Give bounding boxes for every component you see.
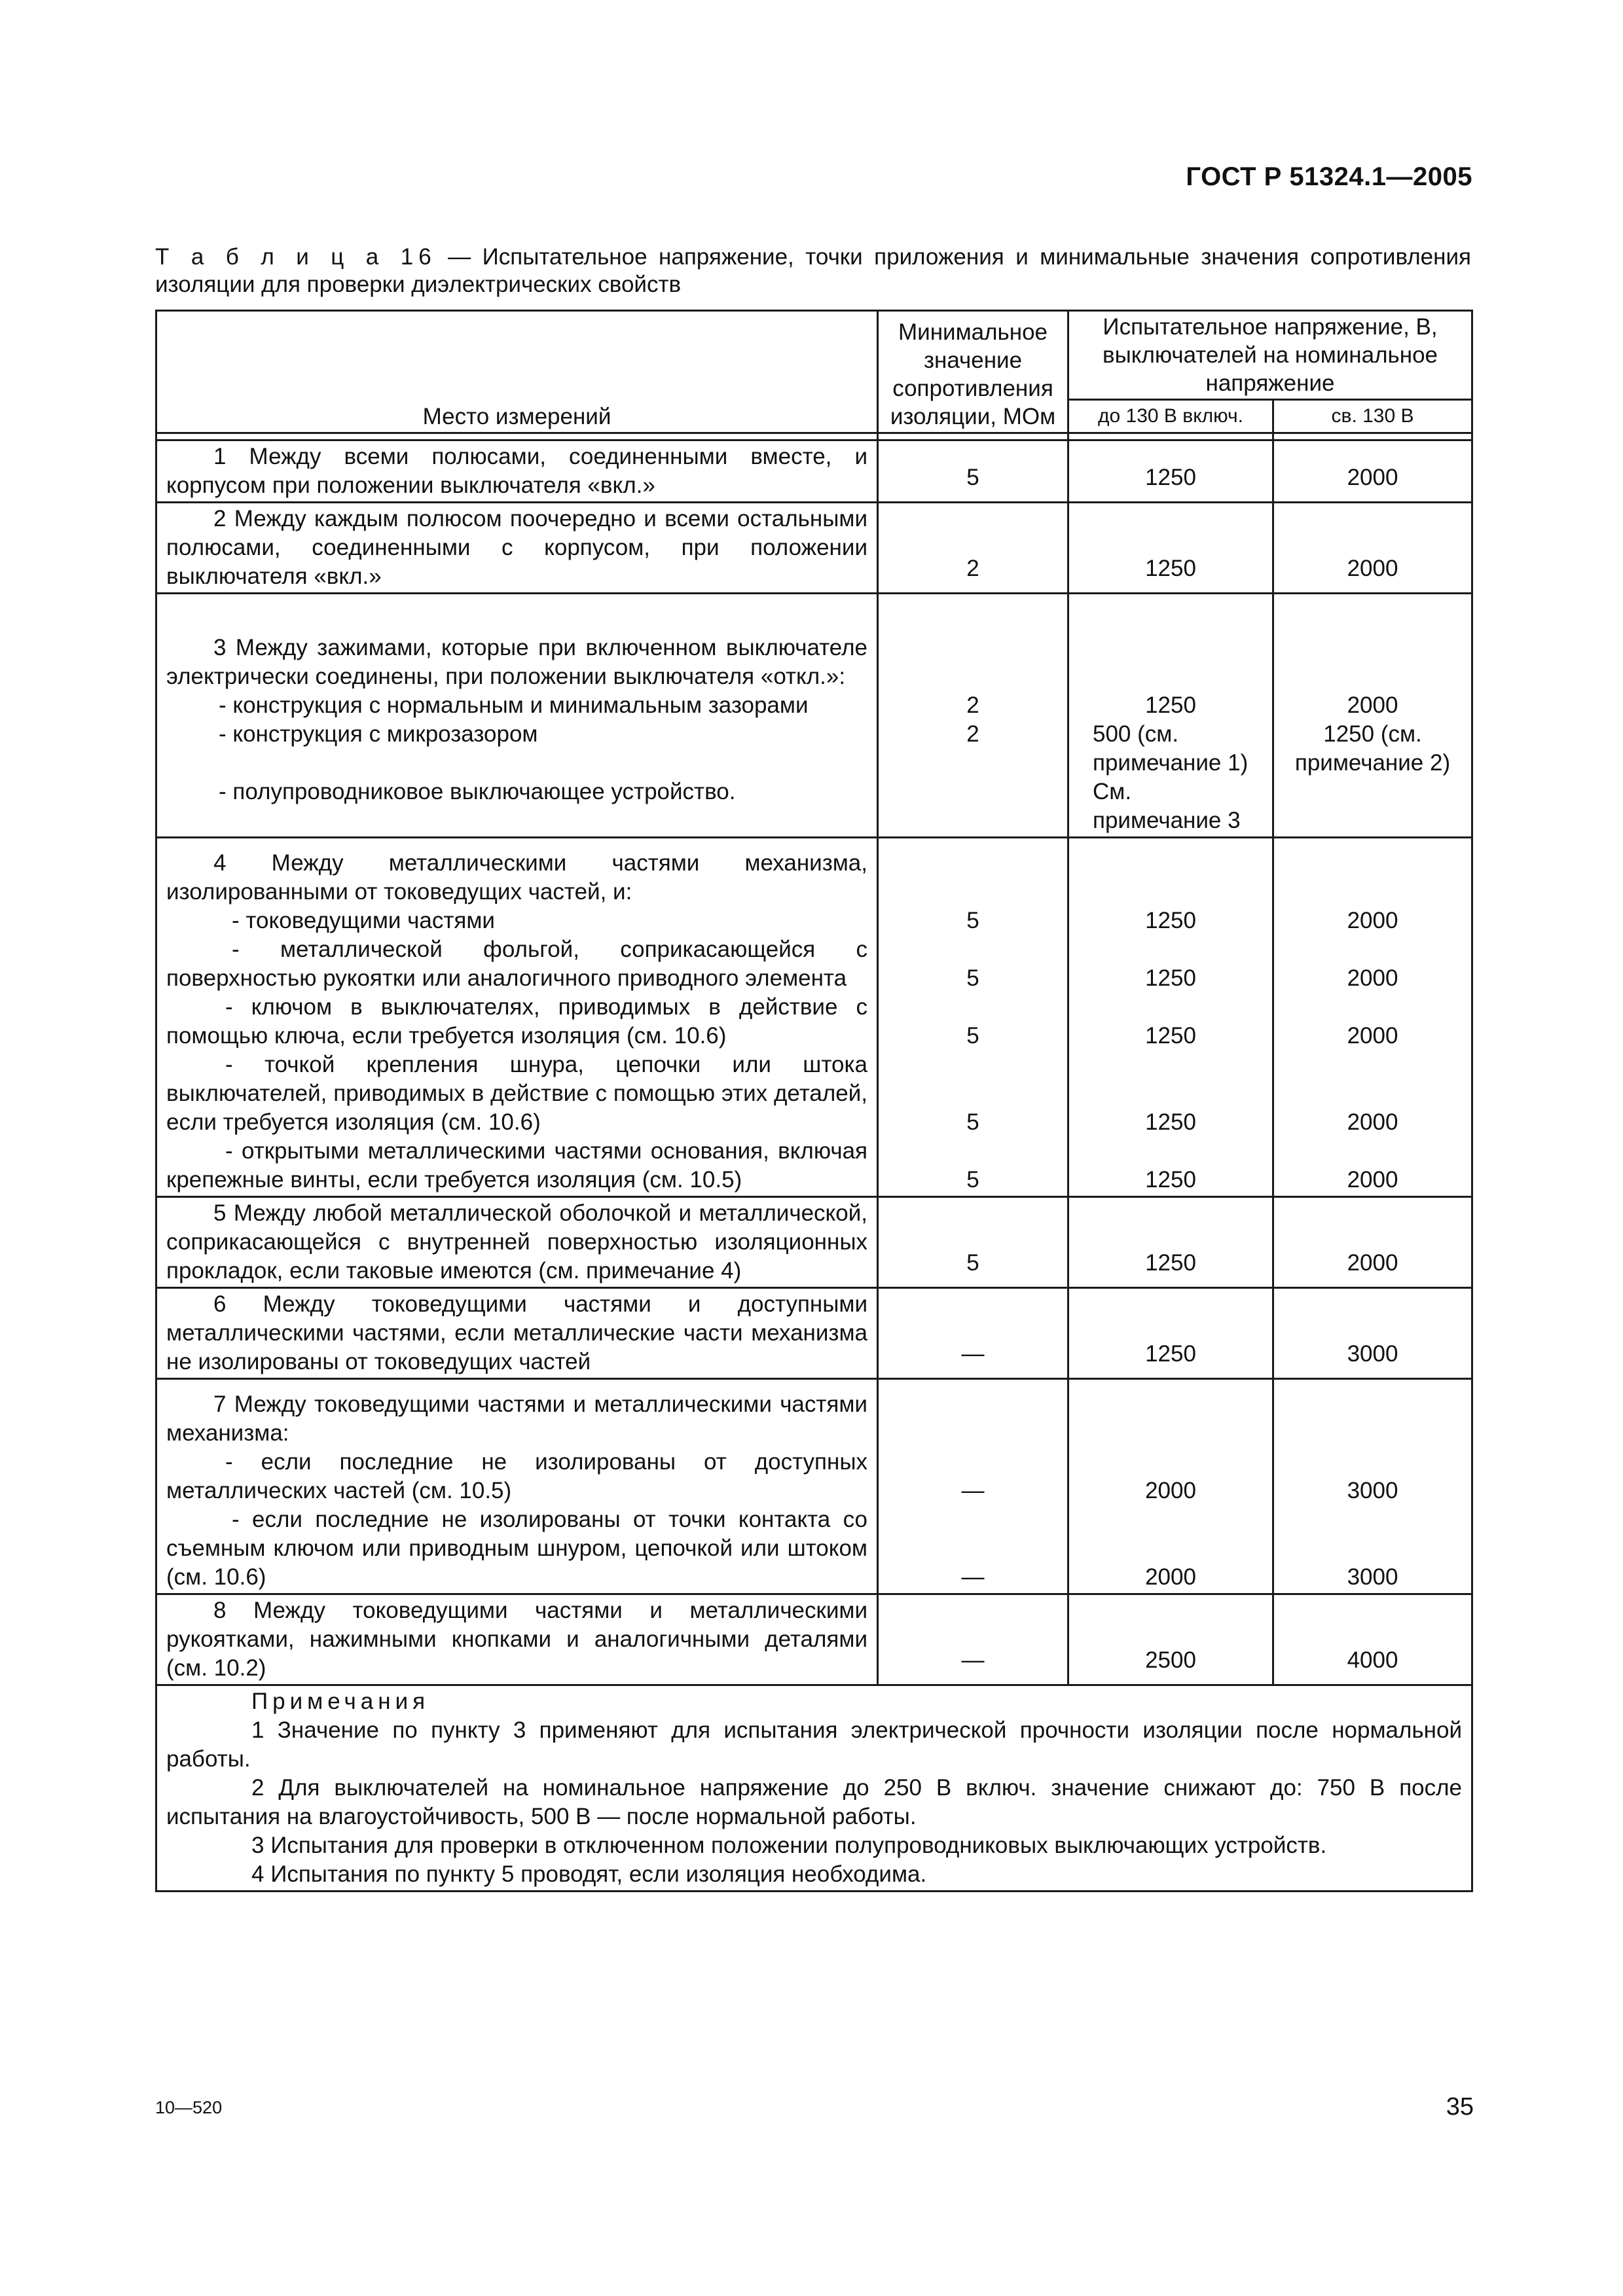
table-caption-label: Т а б л и ц а 16 — [155, 244, 437, 270]
row-5-v1: 1250 — [1068, 1197, 1273, 1288]
row-2-v2: 2000 — [1273, 503, 1472, 594]
row-4-place: 4 Между металлическими частями механизма, изолированными от токоведущих частей, и: - токоведущими частями - металлической фольгой, соприкасающейся с поверхностью рукоятки или аналогичного приводного элемента - ключом в выключателях, приводимых в действие с помощью ключа, если требуется изоляция (см. 10.6) - точкой крепления шнура, цепочки или штока выключателей, приводимых в действие с помощью этих деталей, если требуется изоляция (см. 10.6) - открытыми металлическими частями основания, включая крепежные винты, если требуется изоляция (см. 10.5) — [156, 838, 878, 1197]
note-item: 1 Значение по пункту 3 применяют для испытания электрической прочности изоляции после нормальной работы. — [166, 1717, 1463, 1772]
table-row — [156, 1379, 1472, 1594]
header-separator — [156, 433, 1472, 440]
insulation-test-table — [155, 310, 1473, 1892]
row-6-v1: 1250 — [1068, 1288, 1273, 1379]
row-3-min: 2 2 — [878, 594, 1068, 838]
table-row — [156, 838, 1472, 1197]
row-7-v2: 3000 3000 — [1273, 1379, 1472, 1594]
row-8-min: — — [878, 1594, 1068, 1685]
header-over-130: св. 130 В — [1273, 400, 1472, 433]
table-row — [156, 503, 1472, 594]
row-6-place: 6 Между токоведущими частями и доступными металлическими частями, если металлические части механизма не изолированы от токоведущих частей — [156, 1288, 878, 1379]
row-3-v1: 1250 500 (см. примечание 1) См. примечание 3 — [1068, 594, 1273, 838]
notes-row — [156, 1685, 1472, 1892]
table-row — [156, 594, 1472, 838]
header-place: Место измерений — [156, 311, 878, 433]
row-2-min: 2 — [878, 503, 1068, 594]
note-item: 4 Испытания по пункту 5 проводят, если изоляция необходима. — [251, 1861, 927, 1887]
row-1-place: 1 Между всеми полюсами, соединенными вместе, и корпусом при положении выключателя «вкл.» — [156, 440, 878, 503]
table-notes — [156, 1685, 1472, 1892]
row-2-v1: 1250 — [1068, 503, 1273, 594]
row-4-min: 5 5 5 5 5 — [878, 838, 1068, 1197]
header-up-to-130: до 130 В включ. — [1068, 400, 1273, 433]
notes-title: Примечания — [251, 1689, 430, 1714]
row-3-place: 3 Между зажимами, которые при включенном выключателе электрически соединены, при положении выключателя «откл.»: - конструкция с нормальным и минимальным зазорами - конструкция с микрозазором - полупроводниковое выключающее устройство. — [156, 594, 878, 838]
row-4-v1: 1250 1250 1250 1250 1250 — [1068, 838, 1273, 1197]
row-1-v2: 2000 — [1273, 440, 1472, 503]
row-5-min: 5 — [878, 1197, 1068, 1288]
note-item: 3 Испытания для проверки в отключенном положении полупроводниковых выключающих устройств. — [251, 1833, 1327, 1858]
table-row — [156, 1288, 1472, 1379]
row-1-min: 5 — [878, 440, 1068, 503]
row-7-v1: 2000 2000 — [1068, 1379, 1273, 1594]
document-standard-number: ГОСТ Р 51324.1—2005 — [1186, 162, 1472, 191]
row-6-min: — — [878, 1288, 1068, 1379]
row-4-v2: 2000 2000 2000 2000 2000 — [1273, 838, 1472, 1197]
header-min-resistance: Минимальное значение сопротивления изоляции, МОм — [878, 311, 1068, 433]
row-1-v1: 1250 — [1068, 440, 1273, 503]
table-row — [156, 440, 1472, 503]
table-row — [156, 1197, 1472, 1288]
row-5-place: 5 Между любой металлической оболочкой и металлической, соприкасающейся с внутренней поверхностью изоляционных прокладок, если таковые имеются (см. примечание 4) — [156, 1197, 878, 1288]
row-2-place: 2 Между каждым полюсом поочередно и всеми остальными полюсами, соединенными с корпусом, при положении выключателя «вкл.» — [156, 503, 878, 594]
note-item: 2 Для выключателей на номинальное напряжение до 250 В включ. значение снижают до: 750 В после испытания на влагоустойчивость, 500 В — после нормальной работы. — [166, 1775, 1463, 1829]
row-8-place: 8 Между токоведущими частями и металлическими рукоятками, нажимными кнопками и аналогичными деталями (см. 10.2) — [156, 1594, 878, 1685]
header-test-voltage: Испытательное напряжение, В, выключателей на номинальное напряжение — [1068, 311, 1472, 400]
table-caption-text: — Испытательное напряжение, точки приложения и минимальные значения сопротивления изоляции для проверки диэлектрических свойств — [155, 244, 1471, 297]
row-8-v2: 4000 — [1273, 1594, 1472, 1685]
row-6-v2: 3000 — [1273, 1288, 1472, 1379]
page-number: 35 — [1446, 2093, 1474, 2121]
table-row — [156, 1594, 1472, 1685]
row-8-v1: 2500 — [1068, 1594, 1273, 1685]
print-code: 10—520 — [155, 2098, 223, 2117]
table-caption — [155, 243, 1471, 298]
row-7-place: 7 Между токоведущими частями и металлическими частями механизма: - если последние не изолированы от доступных металлических частей (см. 10.5) - если последние не изолированы от точки контакта со съемным ключом или приводным шнуром, цепочкой или штоком (см. 10.6) — [156, 1379, 878, 1594]
row-5-v2: 2000 — [1273, 1197, 1472, 1288]
row-7-min: — — — [878, 1379, 1068, 1594]
row-3-v2: 2000 1250 (см. примечание 2) — [1273, 594, 1472, 838]
